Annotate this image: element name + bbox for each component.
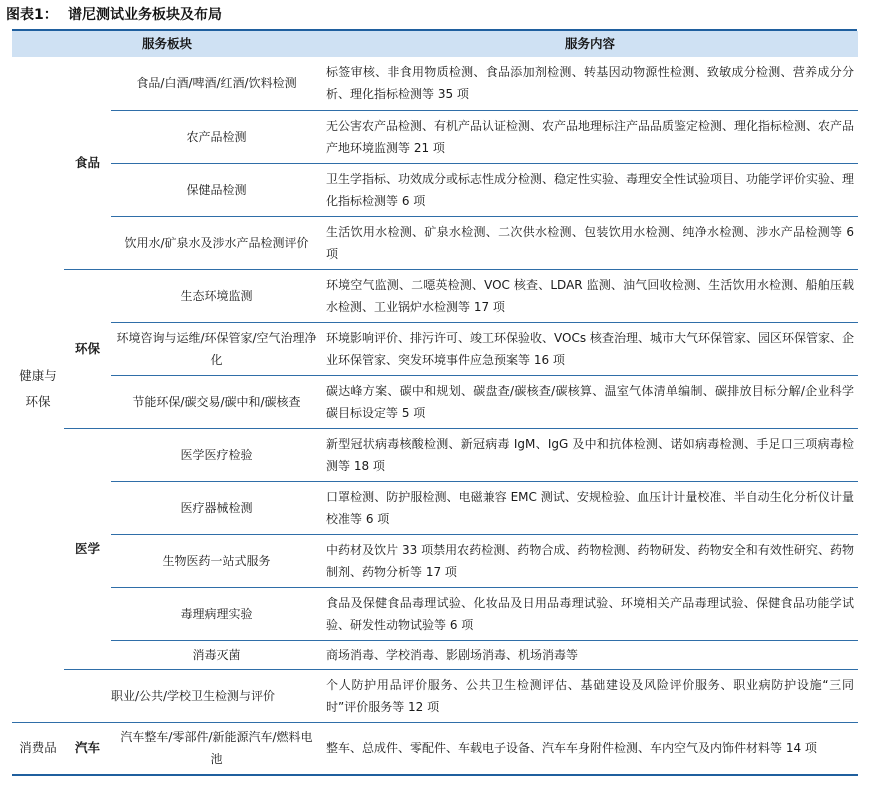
content-cell: 食品及保健食品毒理试验、化妆品及日用品毒理试验、环境相关产品毒理试验、保健食品功能学试验、研发性动物试验等 6 项 [322,587,858,640]
table-row [12,216,858,269]
table-row [12,163,858,216]
block-cell: 食品/白酒/啤酒/红酒/饮料检测 [136,76,297,91]
header-block: 服务板块 [12,31,322,57]
table-row [12,640,858,669]
block-cell: 保健品检测 [111,163,322,216]
block-cell: 生物医药一站式服务 [111,534,322,587]
table-row [12,534,858,587]
sector-food: 食品 [74,154,100,170]
table-row [12,375,858,428]
table-row [12,587,858,640]
sector-env: 环保 [64,269,111,428]
table-header-row [12,31,858,57]
content-cell: 商场消毒、学校消毒、影剧场消毒、机场消毒等 [322,640,858,669]
table-row [12,110,858,163]
header-content: 服务内容 [322,31,858,57]
group-consumer: 消费品 [12,722,64,775]
content-cell: 标签审核、非食用物质检测、食品添加剂检测、转基因动物源性检测、致敏成分检测、营养成分分析、理化指标检测等 35 项 [326,65,854,102]
content-cell: 环境影响评价、排污许可、竣工环保验收、VOCs 核查治理、城市大气环保管家、园区环保管家、企业环保管家、突发环境事件应急预案等 16 项 [322,322,858,375]
sector-med: 医学 [64,428,111,669]
figure-label: 图表1： [6,7,58,23]
content-cell: 整车、总成件、零配件、车载电子设备、汽车车身附件检测、车内空气及内饰件材料等 14 项 [322,722,858,775]
block-cell: 职业/公共/学校卫生检测与评价 [64,669,322,722]
content-cell: 环境空气监测、二噁英检测、VOC 核查、LDAR 监测、油气回收检测、生活饮用水检测、船舶压载水检测、工业锅炉水检测等 17 项 [322,269,858,322]
content-cell: 卫生学指标、功效成分或标志性成分检测、稳定性实验、毒理安全性试验项目、功能学评价实验、理化指标检测等 6 项 [322,163,858,216]
block-cell: 生态环境监测 [111,269,322,322]
table-row [12,322,858,375]
block-cell: 消毒灭菌 [111,640,322,669]
block-cell: 饮用水/矿泉水及涉水产品检测评价 [111,216,322,269]
group-health: 健康与环保 [19,368,57,410]
block-cell: 医学医疗检验 [111,428,322,481]
content-cell: 碳达峰方案、碳中和规划、碳盘查/碳核查/碳核算、温室气体清单编制、碳排放目标分解/企业科学碳目标设定等 5 项 [322,375,858,428]
content-cell: 个人防护用品评价服务、公共卫生检测评估、基础建设及风险评价服务、职业病防护设施“三同时”评价服务等 12 项 [322,669,858,722]
table-row [12,269,858,322]
table-row [12,722,858,775]
table-row [12,428,858,481]
figure-title [6,4,222,26]
content-cell: 无公害农产品检测、有机产品认证检测、农产品地理标注产品品质鉴定检测、理化指标检测、农产品产地环境监测等 21 项 [322,110,858,163]
content-cell: 口罩检测、防护服检测、电磁兼容 EMC 测试、安规检验、血压计计量校准、半自动生化分析仪计量校准等 6 项 [322,481,858,534]
sector-auto: 汽车 [64,722,111,775]
block-cell: 医疗器械检测 [111,481,322,534]
block-cell: 环境咨询与运维/环保管家/空气治理净化 [111,322,322,375]
block-cell: 汽车整车/零部件/新能源汽车/燃料电池 [111,722,322,775]
figure-title-text: 谱尼测试业务板块及布局 [68,7,222,23]
table-row [12,481,858,534]
business-table [12,31,858,776]
block-cell: 农产品检测 [111,110,322,163]
content-cell: 中药材及饮片 33 项禁用农药检测、药物合成、药物检测、药物研发、药物安全和有效性研究、药物制剂、药物分析等 17 项 [322,534,858,587]
table-row [12,669,858,722]
content-cell: 生活饮用水检测、矿泉水检测、二次供水检测、包装饮用水检测、纯净水检测、涉水产品检测等 6 项 [322,216,858,269]
content-cell: 新型冠状病毒核酸检测、新冠病毒 IgM、IgG 及中和抗体检测、诺如病毒检测、手足口三项病毒检测等 18 项 [322,428,858,481]
table-row [12,57,858,110]
block-cell: 节能环保/碳交易/碳中和/碳核查 [111,375,322,428]
block-cell: 毒理病理实验 [111,587,322,640]
